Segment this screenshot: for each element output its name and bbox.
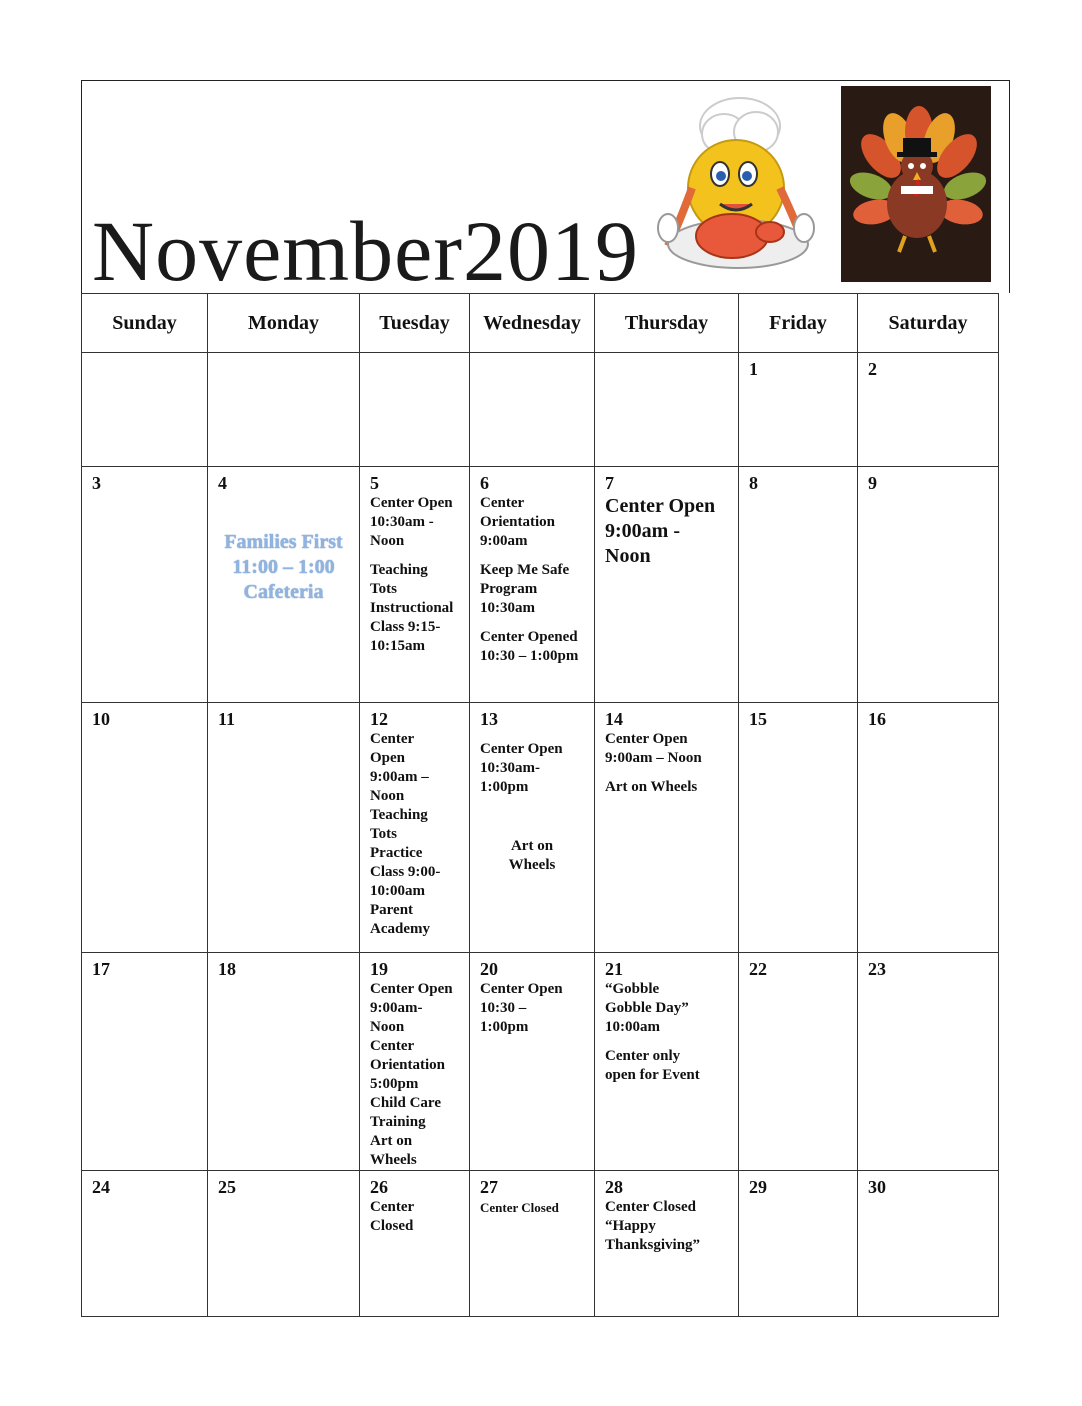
event-text: Center Opened 10:30 – 1:00pm	[480, 629, 579, 664]
day-cell	[470, 353, 595, 467]
weekday-sunday: Sunday	[82, 294, 208, 353]
day-number: 26	[370, 1177, 388, 1197]
day-number: 10	[92, 709, 110, 729]
day-cell	[82, 953, 208, 1171]
featured-event: Families First 11:00 – 1:00 Cafeteria	[224, 531, 343, 603]
event-text: Center Open 9:00am - Noon	[605, 495, 716, 567]
day-number: 6	[480, 473, 489, 493]
year: 2019	[462, 203, 639, 299]
day-number	[208, 353, 359, 359]
event-text: Center Closed	[480, 1200, 559, 1215]
day-cell	[858, 953, 999, 1171]
day-number: 8	[749, 473, 758, 493]
day-number: 11	[218, 709, 236, 729]
day-cell	[360, 353, 470, 467]
day-number: 1	[749, 359, 758, 379]
day-number	[470, 353, 594, 359]
event-text: Center Closed “Happy Thanksgiving”	[605, 1199, 701, 1253]
weekday-tuesday: Tuesday	[360, 294, 470, 353]
day-cell	[208, 353, 360, 467]
day-number: 17	[92, 959, 110, 979]
weekday-friday: Friday	[739, 294, 858, 353]
day-cell	[82, 353, 208, 467]
day-cell	[208, 953, 360, 1171]
day-cell	[739, 467, 858, 703]
day-number: 19	[370, 959, 388, 979]
day-number: 18	[218, 959, 236, 979]
day-cell	[595, 353, 739, 467]
event-text: Center Orientation 9:00am	[480, 495, 555, 549]
day-number: 24	[92, 1177, 110, 1197]
day-cell	[739, 353, 858, 467]
event-text: Teaching Tots Instructional Class 9:15- 10:15am	[370, 562, 454, 654]
day-cell	[595, 703, 739, 953]
day-number: 23	[868, 959, 886, 979]
day-cell	[360, 703, 470, 953]
day-cell	[470, 703, 595, 953]
page-title	[92, 203, 639, 299]
day-cell	[858, 467, 999, 703]
event-spacer	[595, 768, 738, 778]
day-cell	[82, 467, 208, 703]
day-number: 2	[868, 359, 877, 379]
day-cell	[858, 1171, 999, 1317]
day-cell	[360, 953, 470, 1171]
day-cell	[595, 953, 739, 1171]
weekday-header-row	[82, 294, 999, 353]
week-row	[82, 703, 999, 953]
day-number: 22	[749, 959, 767, 979]
event-spacer	[360, 551, 469, 561]
event-text: Art on Wheels	[508, 838, 556, 873]
week-row	[82, 467, 999, 703]
day-number: 12	[370, 709, 388, 729]
event-text: “Gobble Gobble Day” 10:00am	[605, 981, 689, 1035]
day-cell	[470, 1171, 595, 1317]
day-number: 9	[868, 473, 877, 493]
day-number: 25	[218, 1177, 236, 1197]
event-spacer	[470, 797, 594, 837]
event-spacer	[470, 730, 594, 740]
day-number: 21	[605, 959, 623, 979]
day-number: 13	[480, 709, 498, 729]
calendar-grid	[81, 293, 999, 1317]
event-spacer	[595, 1037, 738, 1047]
day-number: 29	[749, 1177, 767, 1197]
event-spacer	[470, 551, 594, 561]
day-number: 14	[605, 709, 623, 729]
day-number: 15	[749, 709, 767, 729]
day-number: 27	[480, 1177, 498, 1197]
event-text: Keep Me Safe Program 10:30am	[480, 562, 570, 616]
event-text: Center Open 9:00am – Noon	[605, 731, 702, 766]
weekday-wednesday: Wednesday	[470, 294, 595, 353]
day-cell	[739, 953, 858, 1171]
day-cell	[595, 1171, 739, 1317]
day-cell	[208, 1171, 360, 1317]
day-number	[82, 353, 207, 359]
turkey-image	[841, 86, 991, 282]
weekday-saturday: Saturday	[858, 294, 999, 353]
day-cell	[82, 1171, 208, 1317]
day-cell	[739, 703, 858, 953]
day-cell	[208, 467, 360, 703]
event-spacer	[470, 618, 594, 628]
day-number: 7	[605, 473, 614, 493]
chef-emoji-image	[628, 96, 824, 282]
week-row	[82, 953, 999, 1171]
day-number: 16	[868, 709, 886, 729]
weekday-monday: Monday	[208, 294, 360, 353]
day-number: 30	[868, 1177, 886, 1197]
event-text: Center only open for Event	[605, 1048, 700, 1083]
day-cell	[858, 353, 999, 467]
event-text: Center Open 10:30am - Noon	[370, 495, 453, 549]
day-cell	[595, 467, 739, 703]
weekday-thursday: Thursday	[595, 294, 739, 353]
day-cell	[82, 703, 208, 953]
event-text: Center Open 9:00am- Noon Center Orientation 5:00pm Child Care Training Art on Wheels	[370, 981, 453, 1168]
day-cell	[470, 953, 595, 1171]
event-text: Art on Wheels	[605, 779, 698, 795]
month-name: November	[92, 203, 463, 299]
day-cell	[360, 467, 470, 703]
day-number	[360, 353, 469, 359]
day-cell	[470, 467, 595, 703]
day-number	[595, 353, 738, 359]
event-text: Center Closed	[370, 1199, 415, 1234]
day-number: 20	[480, 959, 498, 979]
day-cell	[208, 703, 360, 953]
day-number: 5	[370, 473, 379, 493]
week-row	[82, 1171, 999, 1317]
day-number: 4	[218, 473, 227, 493]
event-text: Center Open 10:30am- 1:00pm	[480, 741, 563, 795]
day-number: 3	[92, 473, 101, 493]
day-number: 28	[605, 1177, 623, 1197]
event-text: Center Open 9:00am – Noon Teaching Tots Practice Class 9:00- 10:00am Parent Academy	[370, 731, 441, 937]
day-cell	[360, 1171, 470, 1317]
week-row	[82, 353, 999, 467]
day-cell	[858, 703, 999, 953]
event-text: Center Open 10:30 – 1:00pm	[480, 981, 563, 1035]
day-cell	[739, 1171, 858, 1317]
